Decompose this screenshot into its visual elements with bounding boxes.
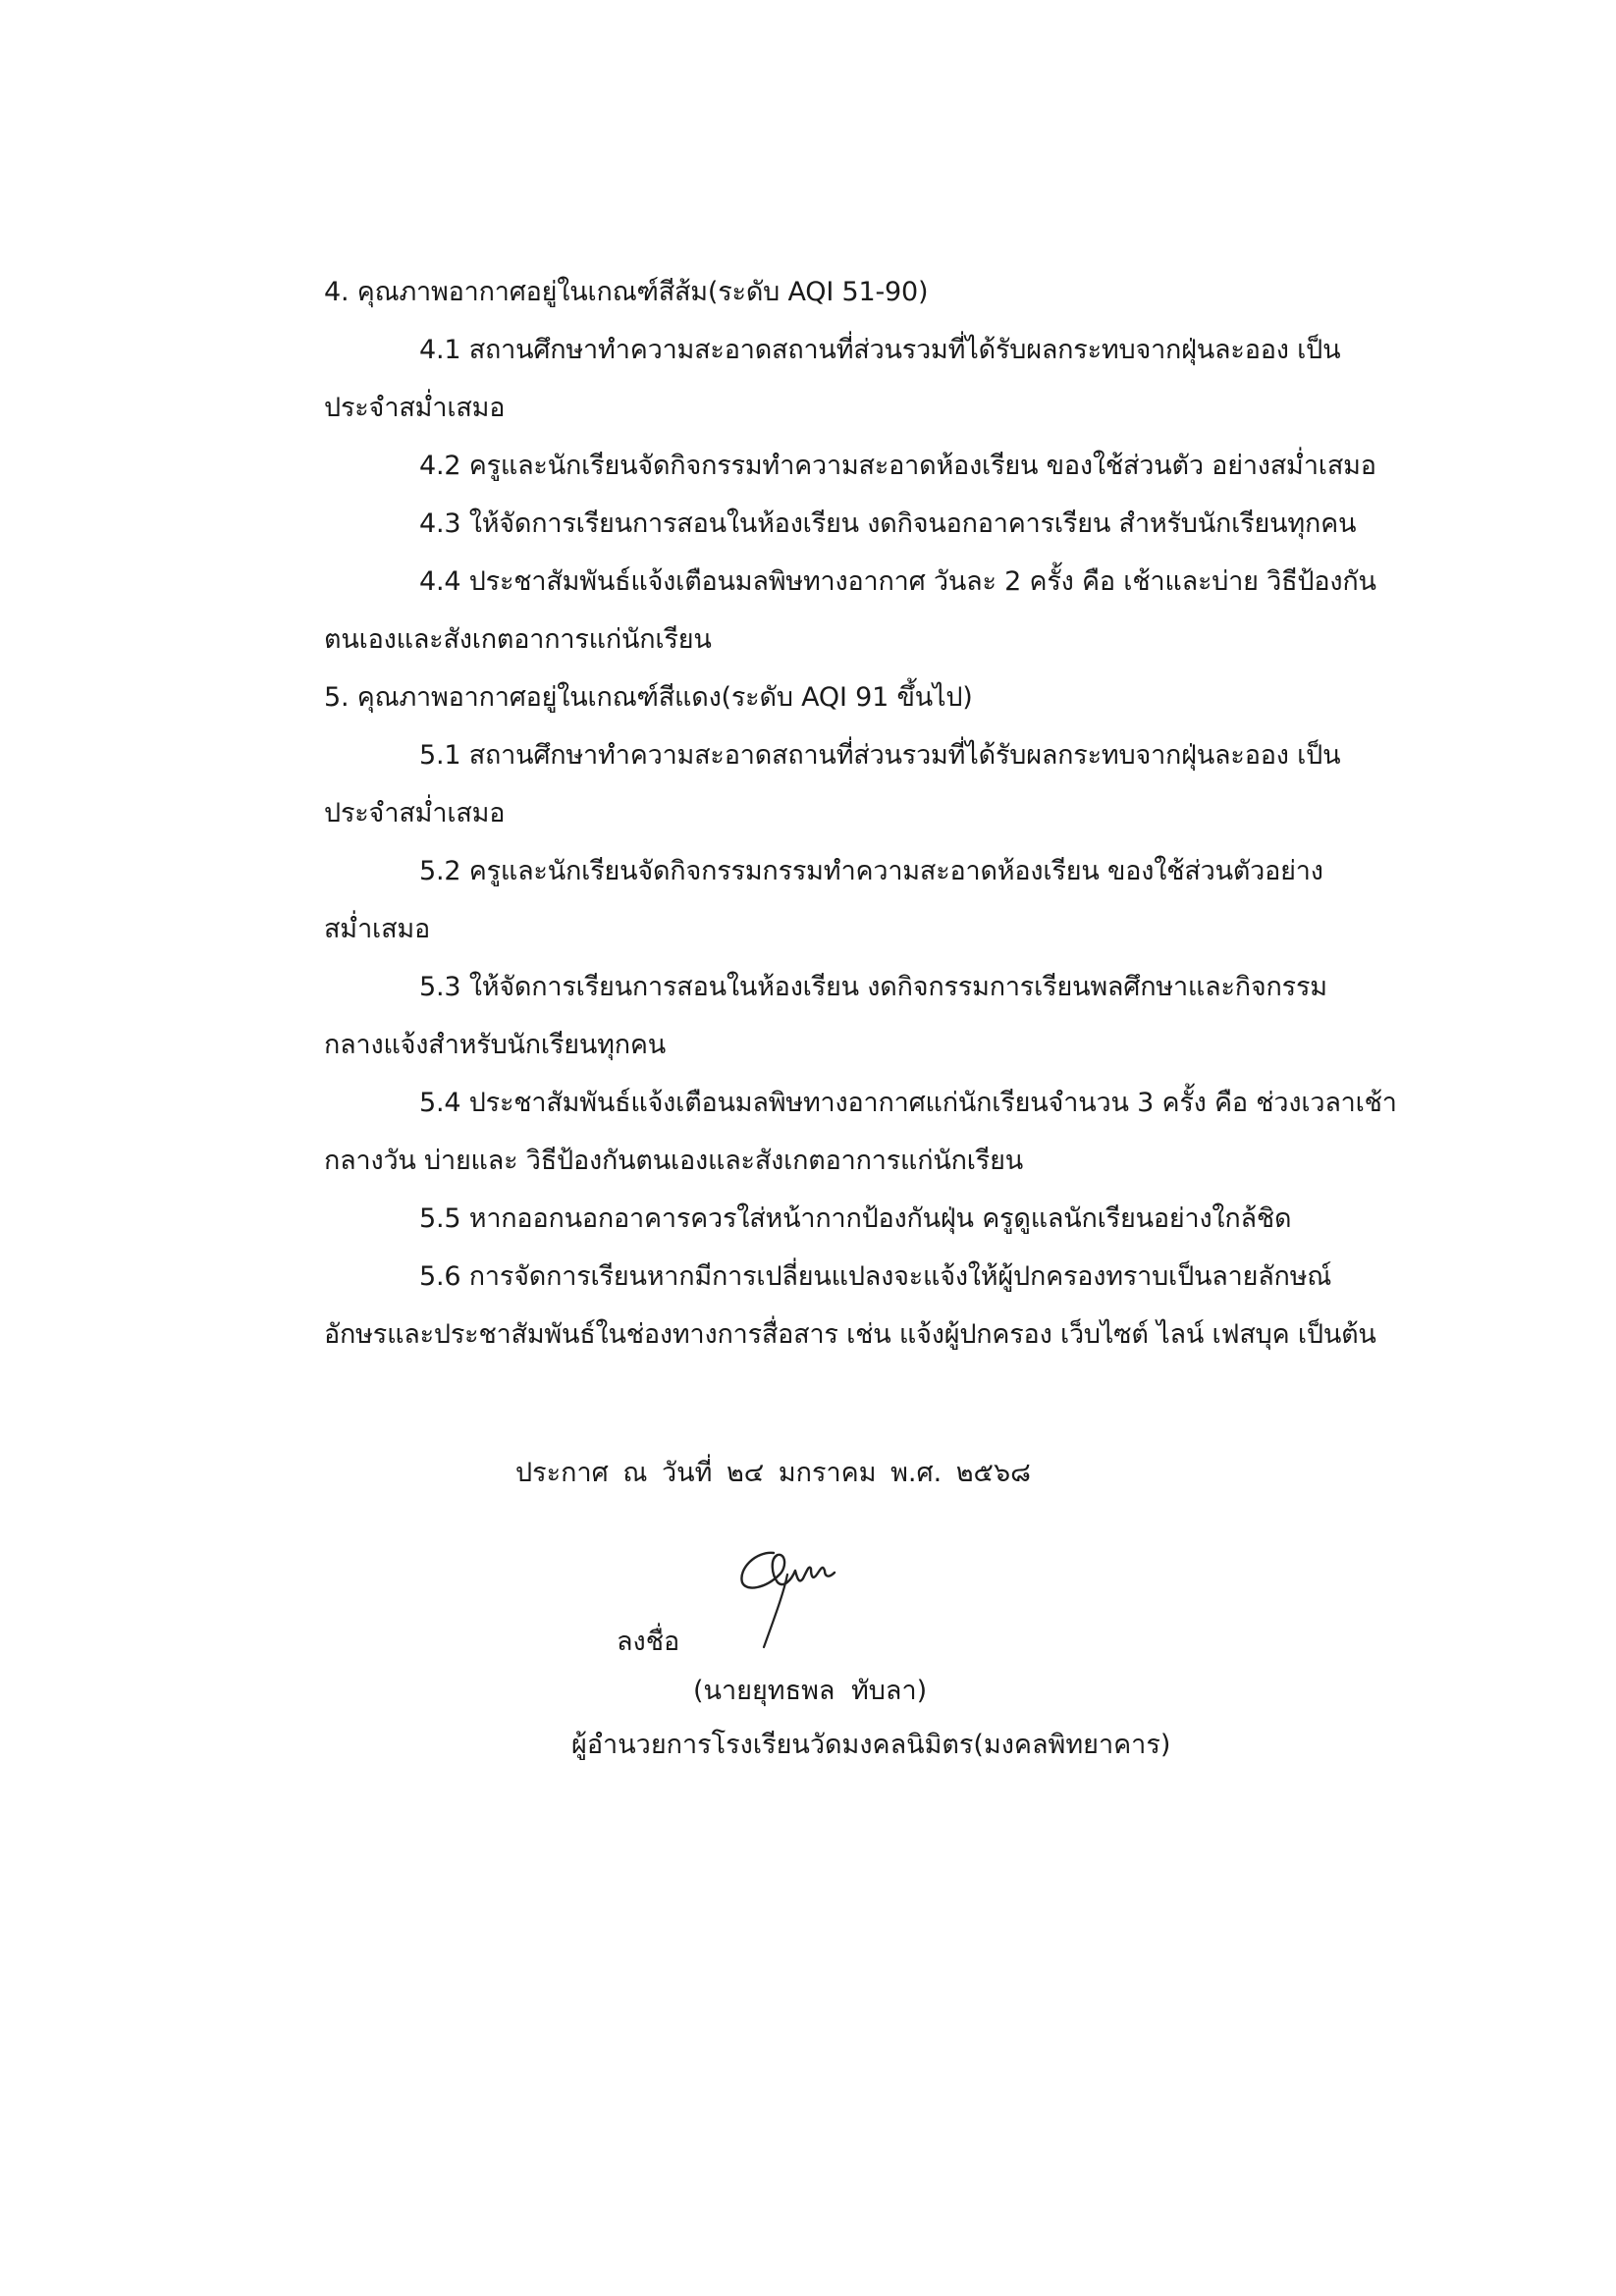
handwritten-signature: [727, 1531, 854, 1654]
item-5-1-first-line: 5.1 สถานศึกษาทำความสะอาดสถานที่ส่วนรวมที่ได้รับผลกระทบจากฝุ่นละออง เป็น: [419, 740, 1341, 771]
item-4-2-first-line: 4.2 ครูและนักเรียนจัดกิจกรรมทำความสะอาดห้องเรียน ของใช้ส่วนตัว อย่างสม่ำเสมอ: [419, 451, 1376, 481]
item-4-4: [324, 553, 1394, 668]
item-4-3-first-line: 4.3 ให้จัดการเรียนการสอนในห้องเรียน งดกิจนอกอาคารเรียน สำหรับนักเรียนทุกคน: [419, 508, 1357, 539]
item-5-1: [324, 726, 1394, 842]
item-4-4-first-line: 4.4 ประชาสัมพันธ์แจ้งเตือนมลพิษทางอากาศ วันละ 2 ครั้ง คือ เช้าและบ่าย วิธีป้องกัน: [419, 566, 1376, 597]
item-5-2-continuation: สม่ำเสมอ: [324, 914, 430, 944]
item-5-3-continuation: กลางแจ้งสำหรับนักเรียนทุกคน: [324, 1030, 666, 1060]
signer-position: ผู้อำนวยการโรงเรียนวัดมงคลนิมิตร(มงคลพิทยาคาร): [571, 1730, 1171, 1760]
item-4-1: [324, 321, 1394, 437]
item-5-5: [324, 1190, 1394, 1248]
item-5-4-continuation: กลางวัน บ่ายและ วิธีป้องกันตนเองและสังเกตอาการแก่นักเรียน: [324, 1146, 1023, 1176]
item-5-3: [324, 958, 1394, 1074]
item-5-3-first-line: 5.3 ให้จัดการเรียนการสอนในห้องเรียน งดกิจกรรมการเรียนพลศึกษาและกิจกรรม: [419, 972, 1327, 1002]
section-5-heading: 5. คุณภาพอากาศอยู่ในเกณฑ์สีแดง(ระดับ AQI 91 ขึ้นไป): [324, 682, 973, 713]
section-4-heading: 4. คุณภาพอากาศอยู่ในเกณฑ์สีส้ม(ระดับ AQI 51-90): [324, 277, 929, 307]
item-4-4-continuation: ตนเองและสังเกตอาการแก่นักเรียน: [324, 624, 712, 655]
item-4-1-continuation: ประจำสม่ำเสมอ: [324, 393, 506, 423]
item-5-5-first-line: 5.5 หากออกนอกอาคารควรใส่หน้ากากป้องกันฝุ่น ครูดูแลนักเรียนอย่างใกล้ชิด: [419, 1203, 1292, 1234]
item-5-6-first-line: 5.6 การจัดการเรียนหากมีการเปลี่ยนแปลงจะแจ้งให้ผู้ปกครองทราบเป็นลายลักษณ์: [419, 1261, 1332, 1292]
announcement-date: ประกาศ ณ วันที่ ๒๔ มกราคม พ.ศ. ๒๕๖๘: [515, 1458, 1031, 1488]
item-4-3: [324, 495, 1394, 553]
item-5-2: [324, 842, 1394, 958]
item-5-6: [324, 1248, 1394, 1363]
item-4-1-first-line: 4.1 สถานศึกษาทำความสะอาดสถานที่ส่วนรวมที่ได้รับผลกระทบจากฝุ่นละออง เป็น: [419, 335, 1341, 365]
signature-label: ลงชื่อ: [617, 1627, 680, 1657]
item-5-2-first-line: 5.2 ครูและนักเรียนจัดกิจกรรมกรรมทำความสะอาดห้องเรียน ของใช้ส่วนตัวอย่าง: [419, 856, 1323, 886]
item-5-1-continuation: ประจำสม่ำเสมอ: [324, 798, 506, 828]
item-5-6-continuation: อักษรและประชาสัมพันธ์ในช่องทางการสื่อสาร เช่น แจ้งผู้ปกครอง เว็บไซต์ ไลน์ เฟสบุค เป็นต้น: [324, 1319, 1376, 1350]
document-body: [324, 263, 1397, 1363]
item-4-2: [324, 437, 1394, 495]
item-5-4-first-line: 5.4 ประชาสัมพันธ์แจ้งเตือนมลพิษทางอากาศแก่นักเรียนจำนวน 3 ครั้ง คือ ช่วงเวลาเช้า: [419, 1088, 1397, 1118]
signer-name: (นายยุทธพล ทับลา): [693, 1676, 928, 1706]
item-5-4: [324, 1074, 1397, 1190]
